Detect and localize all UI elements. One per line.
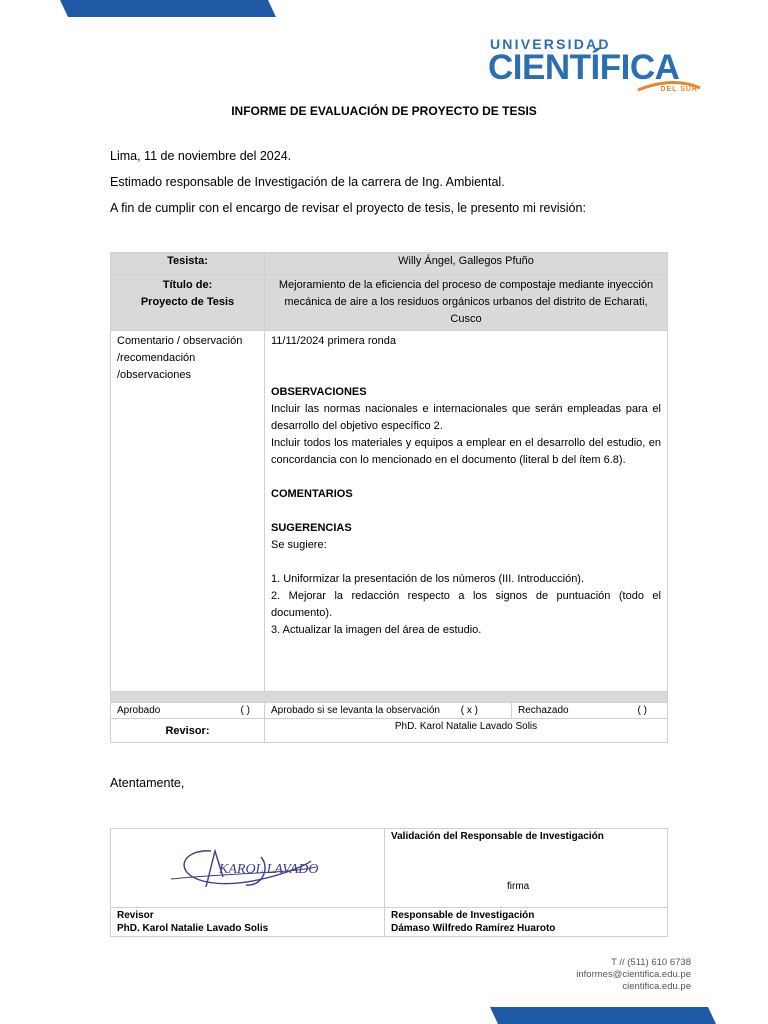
greeting-line: Estimado responsable de Investigación de la carrera de Ing. Ambiental. (110, 175, 505, 189)
bottom-decor-stripe (0, 1004, 768, 1024)
validation-cell (385, 829, 668, 908)
aprobado-observacion-mark: ( x ) (460, 705, 478, 716)
comentario-label: Comentario / observación /recomendación /observaciones (111, 331, 265, 692)
review-round: 11/11/2024 primera ronda (271, 335, 396, 347)
tesista-row (111, 253, 668, 275)
revisor-name: PhD. Karol Natalie Lavado Solis (117, 923, 269, 934)
signature-table (110, 828, 668, 937)
observation-2: Incluir todos los materiales y equipos a emplear en el desarrollo del estudio, en concordancia con lo mencionado en el documento (literal b del ítem 6.8). (271, 437, 661, 466)
comentarios-heading: COMENTARIOS (271, 488, 353, 500)
logo-university-text: UNIVERSIDAD (490, 36, 611, 52)
comments-row (111, 331, 668, 692)
tesista-label: Tesista: (111, 253, 265, 275)
signature-cell (111, 829, 385, 908)
date-line: Lima, 11 de noviembre del 2024. (110, 149, 292, 163)
evaluation-table (110, 252, 668, 743)
observaciones-heading: OBSERVACIONES (271, 386, 367, 398)
logo-del-sur-text: DEL SUR (660, 86, 698, 93)
revisor-role: Revisor (117, 910, 154, 921)
titulo-value: Mejoramiento de la eficiencia del proceso de compostaje mediante inyección mecánica de aire a los residuos orgánicos urbanos del distrito de Echarati, Cusco (265, 275, 668, 331)
responsable-info-cell (385, 908, 668, 937)
revisor-label: Revisor: (111, 719, 265, 743)
titulo-row (111, 275, 668, 331)
aprobado-option: Aprobado ( ) (111, 703, 265, 719)
suggestion-1: 1. Uniformizar la presentación de los números (III. Introducción). (271, 573, 585, 585)
sugerencias-heading: SUGERENCIAS (271, 522, 352, 534)
svg-text:KAROL LAVADO: KAROL LAVADO (219, 862, 319, 877)
contact-info (576, 957, 691, 993)
rechazado-option: Rechazado ( ) (512, 703, 668, 719)
suggestion-2: 2. Mejorar la redacción respecto a los signos de puntuación (todo el documento). (271, 590, 661, 619)
tesista-value: Willy Ángel, Gallegos Pfuño (265, 253, 668, 275)
decision-row (111, 703, 668, 719)
review-comments (265, 331, 668, 692)
logo-cientifica-text: CIENTÍFICA (488, 48, 680, 87)
responsable-name: Dámaso Wilfredo Ramírez Huaroto (391, 923, 556, 934)
firma-label: firma (507, 881, 530, 892)
revisor-info-cell (111, 908, 385, 937)
university-logo (488, 36, 708, 96)
revisor-row (111, 719, 668, 743)
suggestions-intro: Se sugiere: (271, 539, 327, 551)
revisor-value: PhD. Karol Natalie Lavado Solis (265, 719, 668, 743)
closing-text: Atentamente, (110, 776, 185, 790)
observation-1: Incluir las normas nacionales e internacionales que serán empleadas para el desarrollo del objetivo específico 2. (271, 403, 661, 432)
top-decor-stripe (0, 0, 300, 18)
aprobado-observacion-option: Aprobado si se levanta la observación ( x ) (265, 703, 512, 719)
contact-web: cientifica.edu.pe (622, 981, 691, 992)
validacion-label: Validación del Responsable de Investigación (391, 831, 604, 842)
handwritten-signature (111, 829, 385, 907)
suggestion-3: 3. Actualizar la imagen del área de estudio. (271, 624, 482, 636)
titulo-label: Título de: Proyecto de Tesis (111, 275, 265, 331)
aprobado-mark: ( ) (240, 705, 250, 716)
contact-email: informes@cientifica.edu.pe (576, 969, 691, 980)
responsable-role: Responsable de Investigación (391, 910, 535, 921)
separator-row (111, 692, 668, 703)
document-title: INFORME DE EVALUACIÓN DE PROYECTO DE TESIS (231, 104, 537, 118)
rechazado-mark: ( ) (637, 705, 647, 716)
contact-phone: T // (511) 610 6738 (611, 957, 691, 968)
purpose-line: A fin de cumplir con el encargo de revisar el proyecto de tesis, le presento mi revisión: (110, 201, 586, 215)
